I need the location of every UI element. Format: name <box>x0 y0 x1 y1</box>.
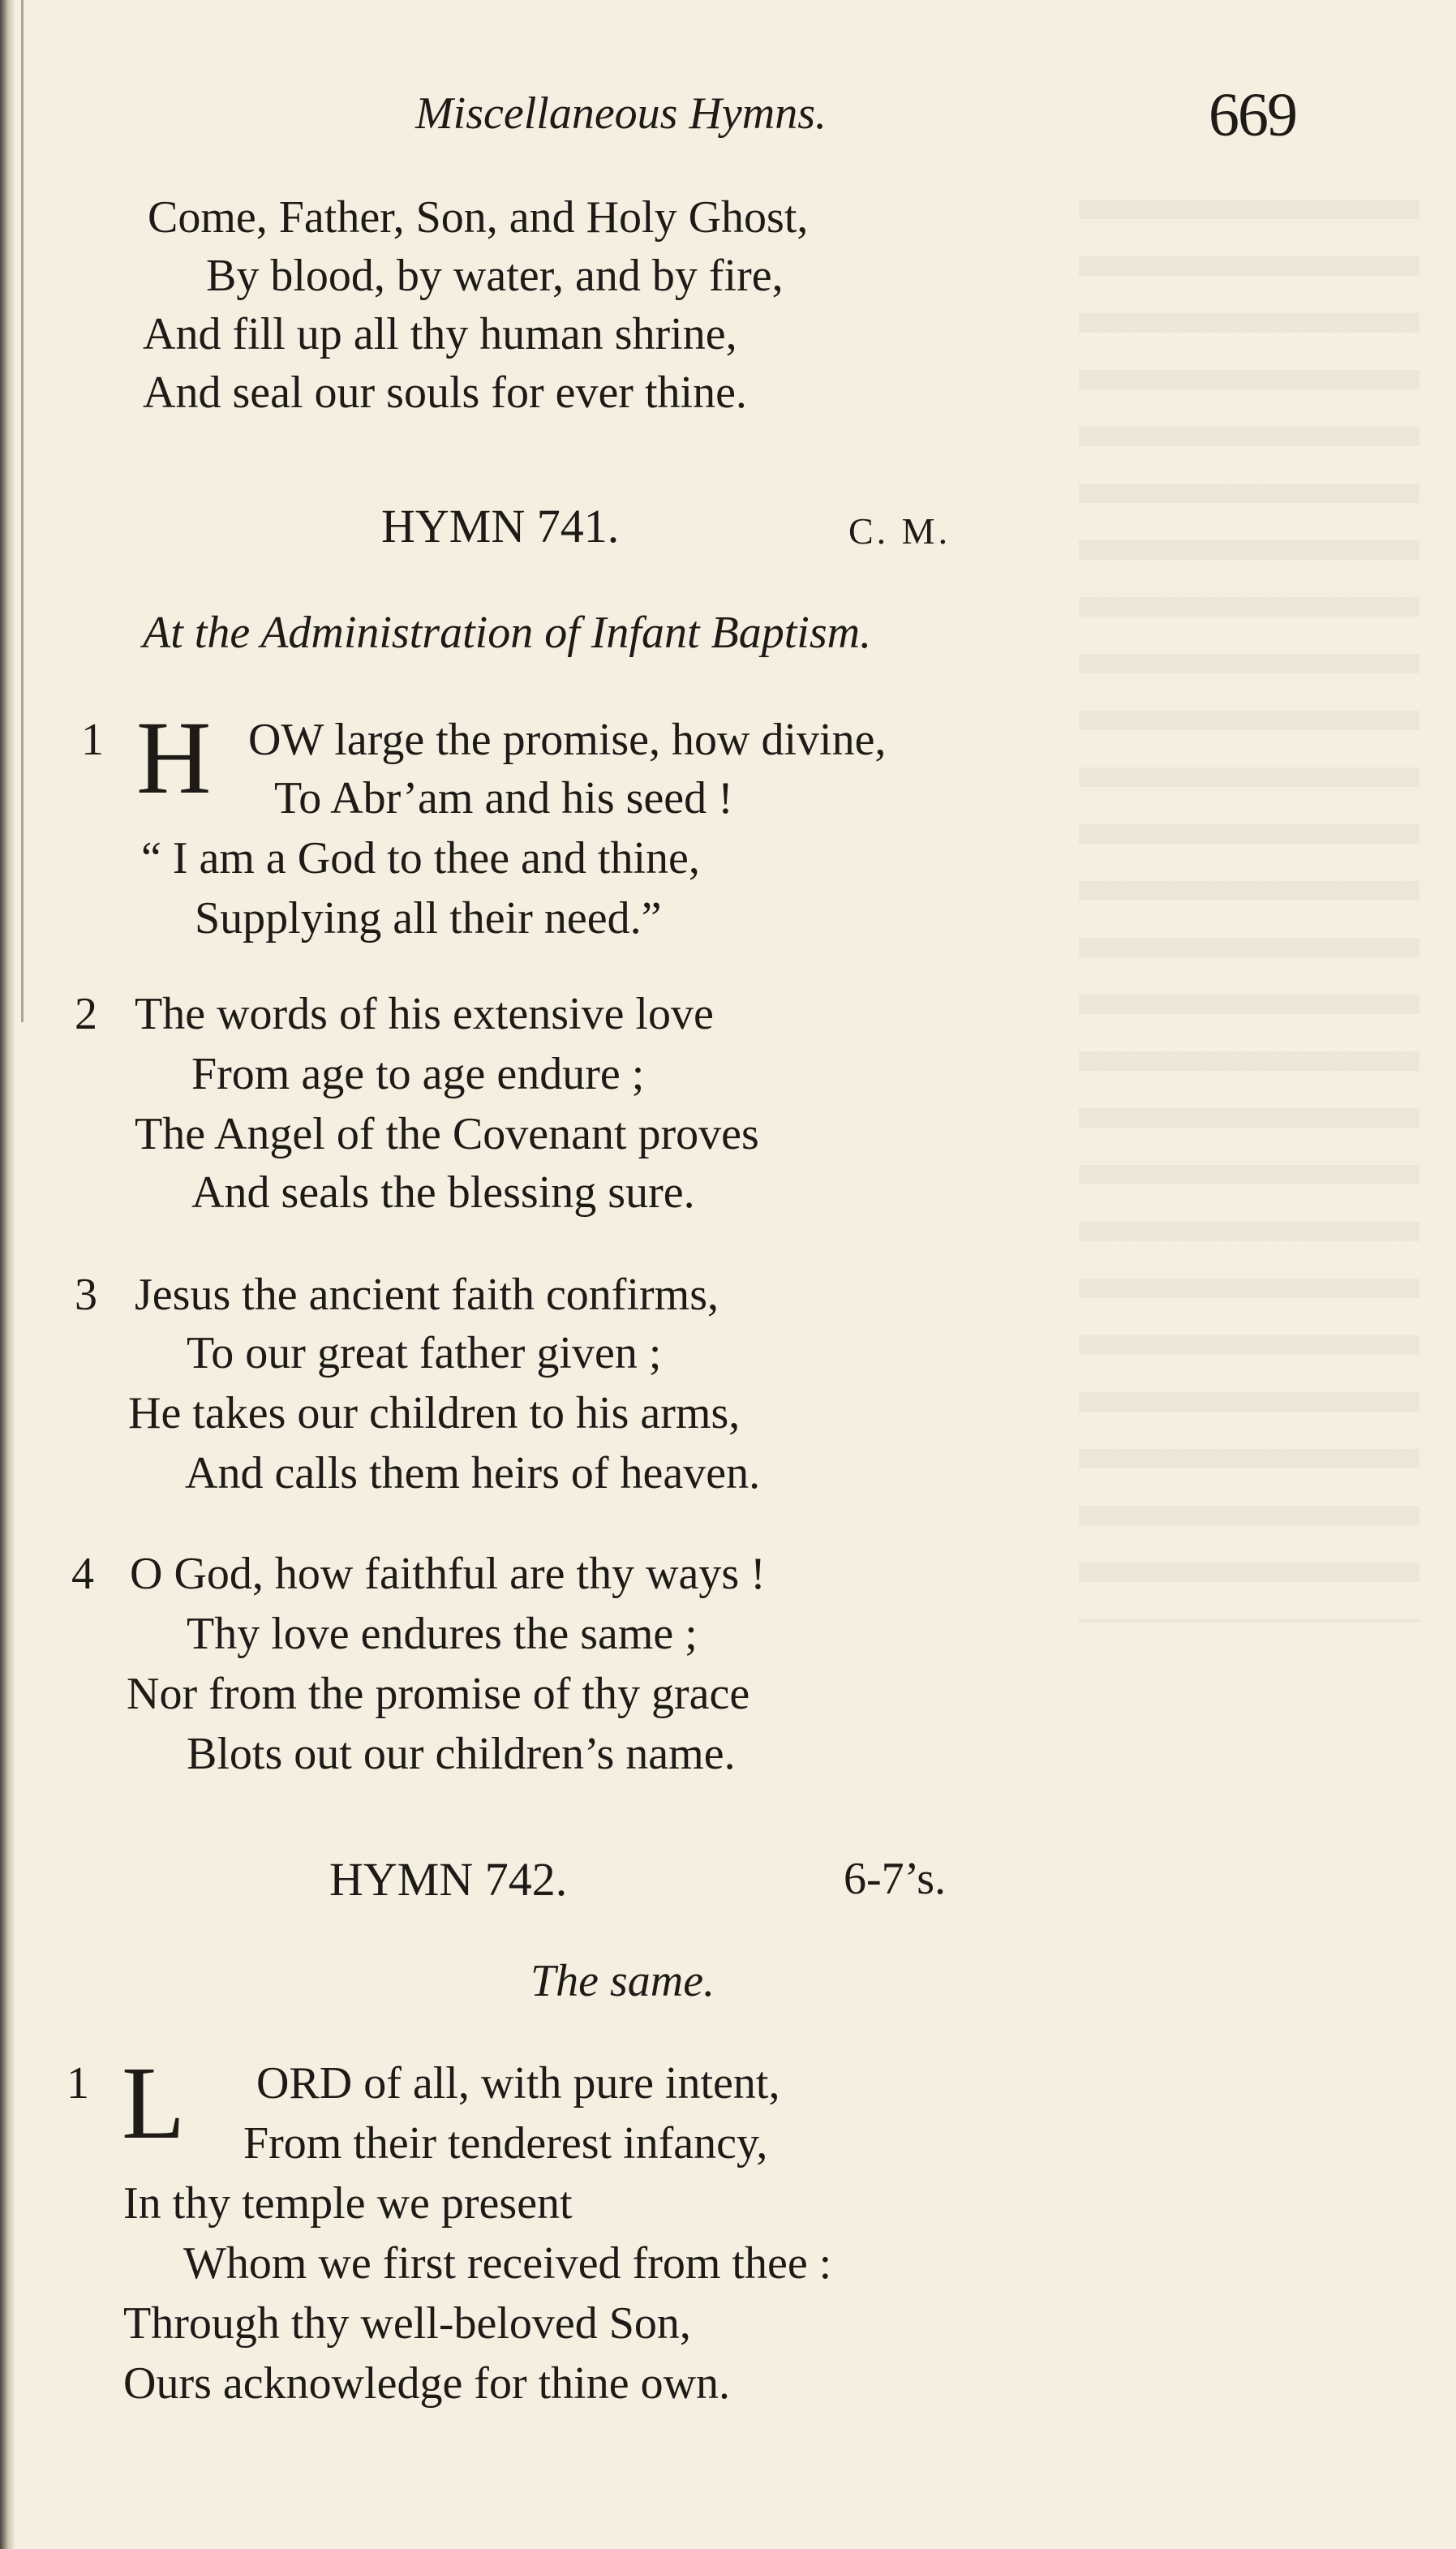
show-through-texture <box>1079 162 1419 1623</box>
carryover-line-2: By blood, by water, and by fire, <box>206 251 784 301</box>
verse-number: 2 <box>75 989 97 1039</box>
verse-line: From age to age endure ; <box>191 1049 645 1099</box>
hymn-741-meter: C. M. <box>848 510 951 552</box>
verse-line: And seals the blessing sure. <box>191 1167 695 1218</box>
hymn-742-subtitle: The same. <box>530 1956 715 2006</box>
binding-edge <box>0 0 15 2549</box>
verse-line: O God, how faithful are thy ways ! <box>130 1549 766 1599</box>
verse-line: Supplying all their need.” <box>195 893 662 944</box>
verse-line: And calls them heirs of heaven. <box>185 1448 761 1498</box>
verse-line: From their tenderest infancy, <box>243 2118 768 2169</box>
verse-number: 1 <box>81 715 104 765</box>
verse-line: Whom we first received from thee : <box>183 2238 832 2289</box>
binding-shadow-line <box>21 0 24 1022</box>
hymn-741-title: HYMN 741. <box>381 500 620 552</box>
verse-line: Nor from the promise of thy grace <box>127 1669 750 1719</box>
carryover-line-4: And seal our souls for ever thine. <box>143 368 747 418</box>
verse-line: OW large the promise, how divine, <box>248 715 887 765</box>
verse-line: Blots out our children’s name. <box>187 1729 736 1779</box>
hymn-741-subtitle: At the Administration of Infant Baptism. <box>143 608 872 658</box>
carryover-line-3: And fill up all thy human shrine, <box>143 309 737 359</box>
verse-line: ORD of all, with pure intent, <box>256 2058 780 2108</box>
drop-cap-letter: H <box>136 700 212 815</box>
verse-line: In thy temple we present <box>123 2178 573 2229</box>
verse-line: Thy love endures the same ; <box>187 1609 698 1659</box>
verse-line: He takes our children to his arms, <box>128 1388 741 1438</box>
running-title: Miscellaneous Hymns. <box>415 88 827 139</box>
hymn-742-meter: 6-7’s. <box>844 1854 946 1904</box>
verse-line: The Angel of the Covenant proves <box>135 1109 759 1159</box>
verse-number: 3 <box>75 1270 97 1320</box>
verse-line: To our great father given ; <box>187 1328 662 1378</box>
verse-number: 4 <box>71 1549 94 1599</box>
drop-cap-letter: L <box>122 2045 186 2160</box>
verse-number: 1 <box>67 2058 89 2108</box>
page-number: 669 <box>1209 81 1296 149</box>
verse-line: Jesus the ancient faith confirms, <box>135 1270 719 1320</box>
hymn-742-title: HYMN 742. <box>329 1853 568 1906</box>
carryover-line-1: Come, Father, Son, and Holy Ghost, <box>148 192 809 243</box>
verse-line: “ I am a God to thee and thine, <box>141 833 700 883</box>
verse-line: To Abr’am and his seed ! <box>274 773 733 823</box>
verse-line: Through thy well-beloved Son, <box>123 2298 691 2349</box>
verse-line: Ours acknowledge for thine own. <box>123 2358 731 2409</box>
verse-line: The words of his extensive love <box>135 989 714 1039</box>
